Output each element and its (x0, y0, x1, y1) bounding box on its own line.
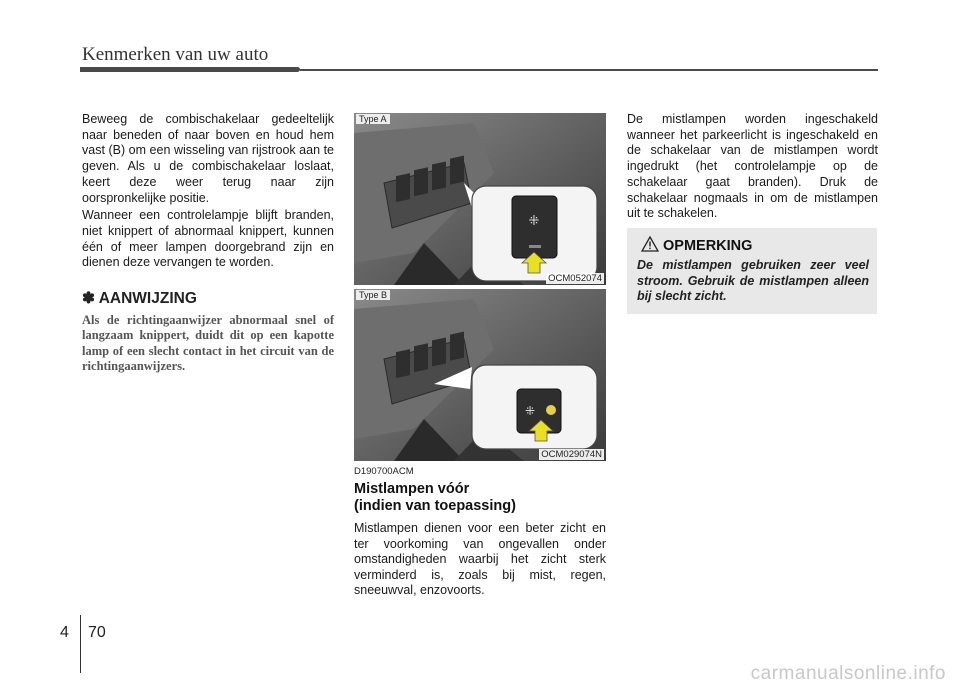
dashboard-switch-illustration-b (354, 289, 606, 461)
svg-text:⁜: ⁜ (528, 214, 540, 229)
figure-type-a (354, 113, 606, 285)
paragraph-fog-lamps-operation: De mistlampen worden ingeschakeld wanneer het parkeerlicht is ingeschakeld en de schakelaar van de mistlampen wordt ingedrukt (het controlelampje op de schakelaar gaat branden). Druk de schakelaar nogmaals in om de mistlampen uit te schakelen. (627, 112, 878, 221)
watermark: carmanualsonline.info (750, 663, 946, 684)
section-title (354, 481, 606, 515)
header-rule-thin (300, 69, 878, 71)
figure-type-a-label: Type A (356, 114, 390, 124)
paragraph-lane-change: Beweeg de combischakelaar gedeeltelijk naar beneden of naar boven en houd hem vast (B) om een wisseling van rijstrook aan te geven. Als u de combischakelaar loslaat, keert deze weer terug naar zijn oorspronkelijke positie. (82, 112, 334, 205)
section-title-line2: (indien van toepassing) (354, 498, 516, 514)
chapter-number: 4 (60, 624, 69, 641)
figure-type-b-code: OCM029074N (541, 449, 602, 460)
figure-type-b-label: Type B (356, 290, 390, 300)
column-middle-text (354, 466, 606, 599)
column-left (82, 112, 334, 375)
note-heading: ✽ AANWIJZING (82, 290, 197, 308)
notice-body: De mistlampen gebruiken zeer veel stroom. Gebruik de mistlampen alleen bij slecht zicht. (637, 258, 869, 303)
warning-icon (641, 236, 659, 252)
note-body: Als de richtingaanwijzer abnormaal snel of langzaam knippert, duidt dit op een kapotte lamp of een slecht contact in het circuit van de richtingaanwijzers. (82, 312, 334, 374)
dashboard-switch-illustration (354, 113, 606, 285)
svg-text:⁜: ⁜ (524, 404, 536, 418)
page-number: 70 (88, 624, 106, 641)
paragraph-indicator-lamp: Wanneer een controlelampje blijft branden, niet knippert of abnormaal knippert, kunnen één of meer lampen doorgebrand zijn en dienen deze vervangen te worden. (82, 208, 334, 270)
figure-type-b (354, 289, 606, 461)
header-rule-thick (80, 67, 300, 72)
section-code: D190700ACM (354, 466, 414, 477)
notice-box (627, 228, 877, 314)
page-header-title: Kenmerken van uw auto (82, 44, 269, 65)
figure-type-a-code: OCM052074 (548, 273, 602, 284)
column-right (627, 112, 878, 222)
section-title-line1: Mistlampen vóór (354, 481, 470, 497)
paragraph-fog-lamps-purpose: Mistlampen dienen voor een beter zicht en ter voorkoming van ongevallen onder omstandigheden waarbij het zicht sterk verminderd is, zoals bij mist, regen, sneeuwval, enzovoorts. (354, 521, 606, 597)
notice-title: OPMERKING (663, 238, 753, 254)
footer-divider (80, 615, 81, 673)
